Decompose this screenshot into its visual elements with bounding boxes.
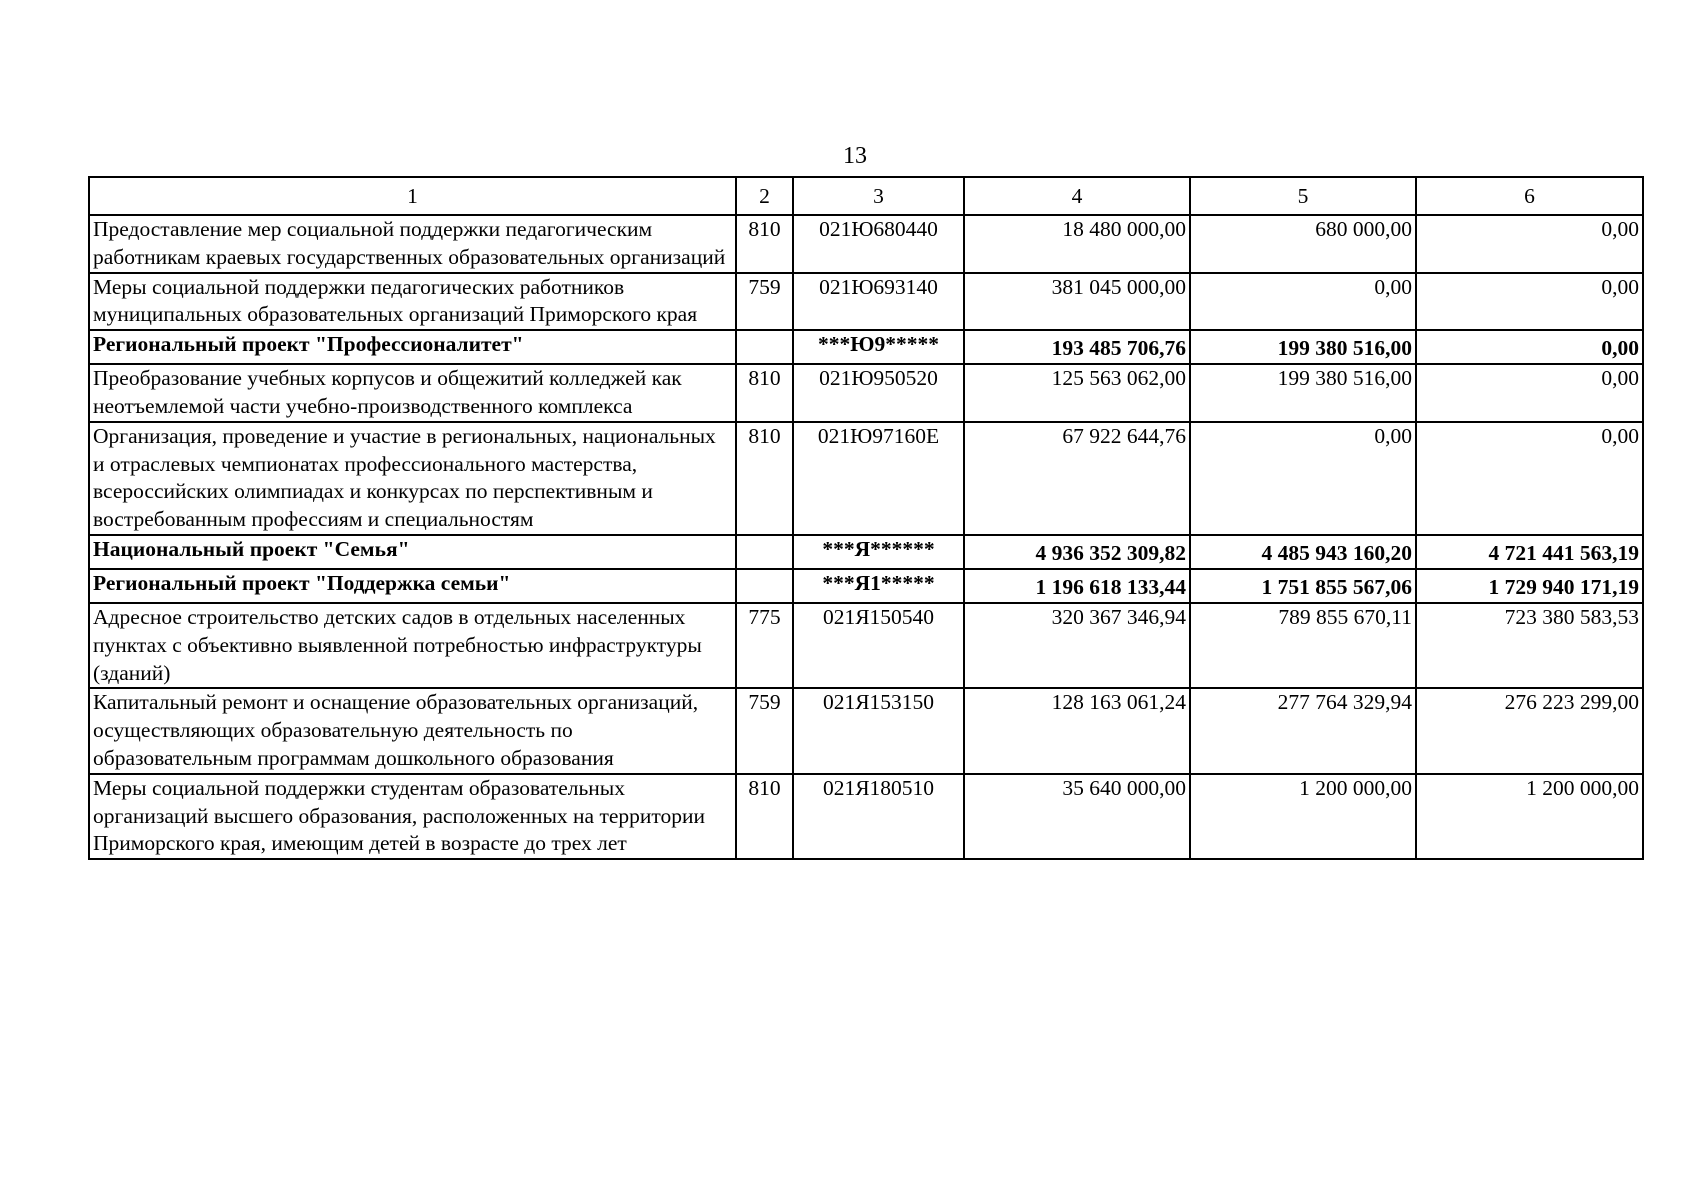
table-header-row [89,177,1643,215]
row-value-col5-cell: 277 764 329,94 [1190,688,1416,773]
budget-table [88,176,1644,860]
table-row-section [89,535,1643,569]
table-row [89,364,1643,422]
row-value-col6-cell: 0,00 [1416,330,1643,364]
row-value-col4-cell: 1 196 618 133,44 [964,569,1190,603]
row-value-col6-cell: 1 200 000,00 [1416,774,1643,859]
table-row [89,774,1643,859]
row-value-col5-cell: 1 200 000,00 [1190,774,1416,859]
row-value-col5-cell: 680 000,00 [1190,215,1416,273]
row-name-cell: Капитальный ремонт и оснащение образовательных организаций, осуществляющих образовательную деятельность по образовательным программам дошкольного образования [89,688,736,773]
row-value-col6-cell: 723 380 583,53 [1416,603,1643,688]
row-kcsr-cell: 021Ю97160Е [793,422,964,535]
row-kcsr-cell: 021Ю950520 [793,364,964,422]
row-value-col4-cell: 18 480 000,00 [964,215,1190,273]
row-kcsr-cell: ***Ю9***** [793,330,964,364]
row-value-col6-cell: 1 729 940 171,19 [1416,569,1643,603]
row-value-col5-cell: 789 855 670,11 [1190,603,1416,688]
row-code-cell: 775 [736,603,793,688]
row-value-col4-cell: 4 936 352 309,82 [964,535,1190,569]
row-name-cell: Региональный проект "Профессионалитет" [89,330,736,364]
row-value-col4-cell: 128 163 061,24 [964,688,1190,773]
row-value-col6-cell: 276 223 299,00 [1416,688,1643,773]
row-code-cell: 810 [736,422,793,535]
row-value-col5-cell: 0,00 [1190,422,1416,535]
row-code-cell [736,330,793,364]
row-kcsr-cell: ***Я****** [793,535,964,569]
row-value-col4-cell: 381 045 000,00 [964,273,1190,331]
row-kcsr-cell: ***Я1***** [793,569,964,603]
row-value-col5-cell: 199 380 516,00 [1190,364,1416,422]
row-kcsr-cell: 021Ю680440 [793,215,964,273]
column-header: 2 [736,177,793,215]
column-header: 1 [89,177,736,215]
column-header: 6 [1416,177,1643,215]
page-number: 13 [843,143,867,169]
table-row [89,688,1643,773]
row-code-cell: 810 [736,215,793,273]
row-value-col4-cell: 320 367 346,94 [964,603,1190,688]
row-code-cell [736,569,793,603]
row-name-cell: Преобразование учебных корпусов и общежитий колледжей как неотъемлемой части учебно-производственного комплекса [89,364,736,422]
row-value-col5-cell: 1 751 855 567,06 [1190,569,1416,603]
row-kcsr-cell: 021Я150540 [793,603,964,688]
table-row [89,273,1643,331]
row-name-cell: Адресное строительство детских садов в отдельных населенных пунктах с объективно выявленной потребностью инфраструктуры (зданий) [89,603,736,688]
row-value-col6-cell: 0,00 [1416,215,1643,273]
row-value-col6-cell: 0,00 [1416,422,1643,535]
row-kcsr-cell: 021Я180510 [793,774,964,859]
column-header: 5 [1190,177,1416,215]
row-code-cell: 810 [736,364,793,422]
row-code-cell [736,535,793,569]
row-kcsr-cell: 021Я153150 [793,688,964,773]
row-kcsr-cell: 021Ю693140 [793,273,964,331]
row-value-col5-cell: 4 485 943 160,20 [1190,535,1416,569]
row-name-cell: Региональный проект "Поддержка семьи" [89,569,736,603]
table-row [89,422,1643,535]
column-header: 4 [964,177,1190,215]
table-row [89,215,1643,273]
row-code-cell: 810 [736,774,793,859]
row-code-cell: 759 [736,273,793,331]
row-value-col4-cell: 67 922 644,76 [964,422,1190,535]
row-value-col4-cell: 125 563 062,00 [964,364,1190,422]
table-row-section [89,330,1643,364]
row-name-cell: Организация, проведение и участие в региональных, национальных и отраслевых чемпионатах профессионального мастерства, всероссийских олимпиадах и конкурсах по перспективным и востребованным профессиям и специальностям [89,422,736,535]
table-row [89,603,1643,688]
column-header: 3 [793,177,964,215]
row-name-cell: Национальный проект "Семья" [89,535,736,569]
row-value-col5-cell: 0,00 [1190,273,1416,331]
row-value-col6-cell: 0,00 [1416,273,1643,331]
row-value-col6-cell: 4 721 441 563,19 [1416,535,1643,569]
row-name-cell: Меры социальной поддержки студентам образовательных организаций высшего образования, расположенных на территории Приморского края, имеющим детей в возрасте до трех лет [89,774,736,859]
row-name-cell: Предоставление мер социальной поддержки педагогическим работникам краевых государственных образовательных организаций [89,215,736,273]
row-value-col6-cell: 0,00 [1416,364,1643,422]
row-value-col4-cell: 193 485 706,76 [964,330,1190,364]
row-name-cell: Меры социальной поддержки педагогических работников муниципальных образовательных организаций Приморского края [89,273,736,331]
table-row-section [89,569,1643,603]
row-value-col4-cell: 35 640 000,00 [964,774,1190,859]
row-value-col5-cell: 199 380 516,00 [1190,330,1416,364]
row-code-cell: 759 [736,688,793,773]
table-body [89,215,1643,859]
